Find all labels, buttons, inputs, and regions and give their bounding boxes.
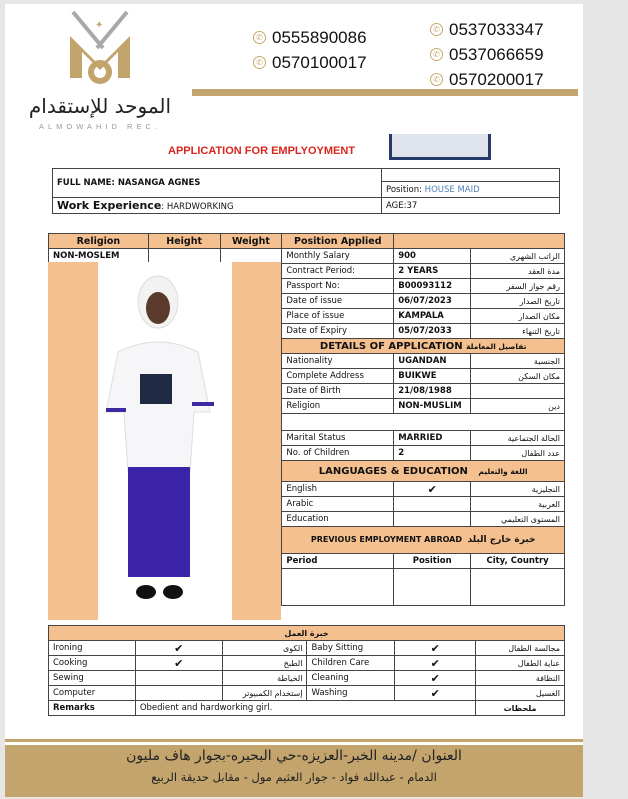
language-check: ✔ [394, 482, 471, 497]
passport-ar: تاريخ الصدار [471, 294, 565, 309]
prev-employment-header [282, 527, 565, 554]
prev-position-header: Position [394, 554, 471, 569]
detail-label: Date of Birth [282, 384, 394, 399]
age: AGE:37 [382, 198, 560, 214]
phone-list-right [430, 17, 544, 92]
logo-arabic-text: الموحد للإستقدام [28, 94, 172, 118]
phone-number: 0537066659 [449, 44, 544, 64]
passport-value: 05/07/2033 [394, 324, 471, 339]
phone-entry [253, 50, 367, 75]
phone-list-left [253, 25, 367, 75]
skill-label: Baby Sitting [307, 641, 395, 656]
logo-mark-icon [65, 8, 135, 88]
detail-value: UGANDAN [394, 354, 471, 369]
header-divider [192, 89, 578, 96]
footer-address [5, 742, 583, 797]
language-label: Education [282, 512, 394, 527]
skill-ar: الخياطة [222, 671, 307, 686]
height-header: Height [148, 234, 220, 249]
phone-number: 0570100017 [272, 52, 367, 72]
language-check [394, 512, 471, 527]
passport-label: Date of Expiry [282, 324, 394, 339]
language-check [394, 497, 471, 512]
position-applied-header: Position Applied [282, 234, 394, 249]
skill-ar: الغسيل [476, 686, 565, 701]
details-header [282, 339, 565, 354]
detail-value: 21/08/1988 [394, 384, 471, 399]
form-title: APPLICATION FOR EMPLYOYMENT [168, 145, 356, 157]
company-logo [20, 8, 180, 131]
skill-ar: مجالسة الطفال [476, 641, 565, 656]
skill-ar: الكوى [222, 641, 307, 656]
phone-entry [430, 17, 544, 42]
phone-entry [253, 25, 367, 50]
remarks-value: Obedient and hardworking girl. [135, 701, 475, 716]
languages-header [282, 461, 565, 482]
skill-ar: النظافة [476, 671, 565, 686]
position-cell [382, 182, 560, 198]
footer-address-line1: العنوان /مدينه الخبر-العزيزه-حي البحيره-بجوار هاف مليون [126, 748, 462, 764]
logo-english-text: ALMOWAHID REC. [39, 122, 161, 131]
svg-text:✦: ✦ [95, 20, 104, 31]
details-header-en: DETAILS OF APPLICATION [319, 340, 463, 352]
passport-value: KAMPALA [394, 309, 471, 324]
languages-header-en: LANGUAGES & EDUCATION [318, 465, 468, 477]
details-header-ar: تفاصيل المعاملة [466, 341, 527, 351]
work-experience-label: Work Experience [57, 199, 162, 212]
detail-ar: مكان السكن [471, 369, 565, 384]
skill-label: Cleaning [307, 671, 395, 686]
phone-number: 0570200017 [449, 69, 544, 89]
passport-ar: رقم جواز السفر [471, 279, 565, 294]
phone-icon: ✆ [430, 48, 443, 61]
work-experience-cell [53, 198, 382, 214]
skill-label: Cooking [49, 656, 136, 671]
family-ar: عدد الطفال [471, 446, 565, 461]
detail-ar: الجنسية [471, 354, 565, 369]
spacer-row [282, 414, 565, 431]
skill-check: ✔ [135, 656, 222, 671]
skills-table [48, 625, 565, 716]
skills-header: خبرة العمل [49, 626, 565, 641]
family-value: MARRIED [394, 431, 471, 446]
phone-icon: ✆ [253, 31, 266, 44]
passport-label: Monthly Salary [282, 249, 394, 264]
passport-label: Passport No: [282, 279, 394, 294]
skill-ar: إستخدام الكمبيوتر [222, 686, 307, 701]
skill-label: Computer [49, 686, 136, 701]
skill-label: Washing [307, 686, 395, 701]
skill-label: Sewing [49, 671, 136, 686]
empty-cell [382, 169, 560, 182]
period-header: Period [282, 554, 394, 569]
prev-city-value [471, 569, 565, 606]
skill-check: ✔ [395, 656, 476, 671]
passport-value: 900 [394, 249, 471, 264]
applicant-photo [98, 262, 232, 620]
religion-value: NON-MOSLEM [49, 249, 149, 264]
skill-check [135, 671, 222, 686]
phone-entry [430, 42, 544, 67]
skill-ar: الطبخ [222, 656, 307, 671]
passport-ar: مدة العقد [471, 264, 565, 279]
prev-period-value [282, 569, 394, 606]
applicant-info-table [52, 168, 560, 214]
detail-label: Nationality [282, 354, 394, 369]
skill-check [135, 686, 222, 701]
family-label: No. of Children [282, 446, 394, 461]
skill-check: ✔ [395, 671, 476, 686]
religion-header: Religion [49, 234, 149, 249]
detail-ar: دين [471, 399, 565, 414]
footer-address-line2: الدمام - عبدالله فواد - جوار العثيم مول - مقابل حديقة الربيع [151, 770, 437, 784]
detail-label: Religion [282, 399, 394, 414]
header-blank [394, 234, 565, 249]
prev-header-ar: خبرة خارج البلد [467, 535, 536, 545]
phone-number: 0555890086 [272, 27, 367, 47]
detail-ar [471, 384, 565, 399]
detail-value: BUIKWE [394, 369, 471, 384]
skill-check: ✔ [135, 641, 222, 656]
family-label: Marital Status [282, 431, 394, 446]
skill-label: Ironing [49, 641, 136, 656]
language-label: Arabic [282, 497, 394, 512]
prev-header-en: PREVIOUS EMPLOYMENT ABROAD [310, 535, 463, 544]
passport-label: Contract Period: [282, 264, 394, 279]
prev-position-value [394, 569, 471, 606]
passport-value: B00093112 [394, 279, 471, 294]
small-photo [389, 134, 491, 160]
phone-icon: ✆ [430, 73, 443, 86]
passport-label: Date of issue [282, 294, 394, 309]
language-ar: المستوى التعليمي [471, 512, 565, 527]
family-value: 2 [394, 446, 471, 461]
full-name: FULL NAME: NASANGA AGNES [53, 169, 382, 198]
person-photo-icon [98, 262, 232, 620]
passport-ar: تاريخ التنهاء [471, 324, 565, 339]
detail-label: Complete Address [282, 369, 394, 384]
phone-number: 0537033347 [449, 19, 544, 39]
language-ar: النجليزية [471, 482, 565, 497]
language-ar: العربية [471, 497, 565, 512]
passport-value: 2 YEARS [394, 264, 471, 279]
language-label: English [282, 482, 394, 497]
passport-value: 06/07/2023 [394, 294, 471, 309]
detail-value: NON-MUSLIM [394, 399, 471, 414]
phone-icon: ✆ [253, 56, 266, 69]
applicant-photo-frame [48, 262, 281, 620]
skill-check: ✔ [395, 641, 476, 656]
phone-icon: ✆ [430, 23, 443, 36]
skill-ar: عناية الطفال [476, 656, 565, 671]
skill-label: Children Care [307, 656, 395, 671]
languages-header-ar: اللغة والتعليم [478, 466, 528, 476]
position-value: HOUSE MAID [424, 184, 480, 195]
family-ar: الحالة الجتماعية [471, 431, 565, 446]
weight-header: Weight [220, 234, 282, 249]
skill-check: ✔ [395, 686, 476, 701]
remarks-label: Remarks [49, 701, 136, 716]
passport-label: Place of issue [282, 309, 394, 324]
city-country-header: City, Country [471, 554, 565, 569]
work-experience-value: : HARDWORKING [161, 202, 234, 212]
position-label: Position: [386, 184, 425, 195]
passport-ar: الراتب الشهري [471, 249, 565, 264]
remarks-ar: ملحظات [476, 701, 565, 716]
passport-ar: مكان الصدار [471, 309, 565, 324]
